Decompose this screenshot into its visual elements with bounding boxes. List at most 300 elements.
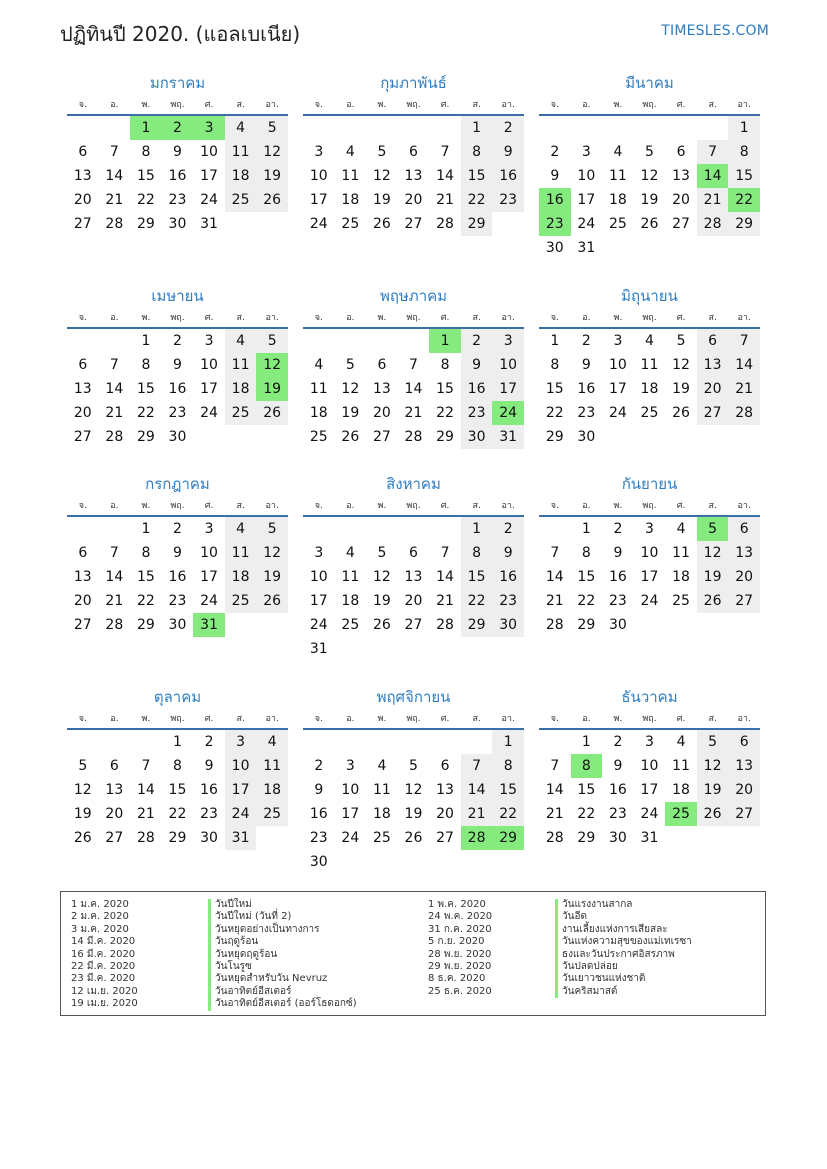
day-cell: 18	[225, 565, 257, 589]
month-name: ธันวาคม	[621, 688, 678, 706]
day-cell: 28	[545, 830, 564, 846]
empty-cell	[634, 116, 666, 140]
weekday-label: อา.	[265, 313, 279, 323]
day-cell: 2	[581, 333, 591, 349]
day-cell: 27	[672, 216, 690, 232]
day-cell: 25	[225, 188, 257, 212]
day-cell: 16	[168, 381, 187, 397]
empty-cell	[571, 116, 603, 140]
day-cell: 7	[109, 357, 119, 373]
day-cell: 23	[492, 589, 524, 613]
weekday-label: ศ.	[440, 501, 450, 511]
day-cell: 21	[105, 405, 124, 421]
day-cell: 24	[640, 593, 659, 609]
day-cell: 10	[608, 357, 627, 373]
empty-cell	[335, 517, 367, 541]
day-grid	[67, 329, 288, 449]
holiday-day-cell: 8	[571, 754, 603, 778]
day-cell: 1	[492, 730, 524, 754]
weekday-label: อา.	[501, 313, 515, 323]
day-cell: 20	[728, 565, 760, 589]
day-cell: 12	[73, 782, 92, 798]
holiday-day-cell: 19	[256, 377, 288, 401]
weekday-label: พฤ.	[170, 501, 185, 511]
day-cell: 19	[256, 164, 288, 188]
weekday-header	[67, 710, 288, 730]
day-cell: 10	[225, 754, 257, 778]
weekday-label: ศ.	[204, 501, 214, 511]
month-7	[67, 471, 288, 637]
day-cell: 28	[697, 212, 729, 236]
day-cell: 27	[436, 830, 454, 846]
day-cell: 10	[200, 545, 218, 561]
day-cell: 14	[545, 782, 564, 798]
legend-holiday-name: ธงและวันประกาศอิสรภาพ	[555, 949, 692, 961]
empty-cell	[67, 730, 99, 754]
day-cell: 10	[309, 168, 328, 184]
day-cell: 24	[341, 830, 360, 846]
empty-cell	[99, 517, 131, 541]
day-cell: 16	[461, 377, 493, 401]
day-cell: 2	[173, 521, 182, 537]
day-cell: 8	[173, 758, 182, 774]
empty-cell	[539, 730, 571, 754]
day-cell: 7	[440, 545, 450, 561]
day-cell: 8	[492, 754, 524, 778]
month-name: กุมภาพันธ์	[380, 74, 447, 92]
weekday-header	[67, 96, 288, 116]
day-cell: 30	[200, 830, 218, 846]
weekday-label: ส.	[708, 313, 717, 323]
weekday-label: จ.	[78, 313, 87, 323]
weekday-label: อา.	[737, 313, 751, 323]
day-cell: 31	[640, 830, 659, 846]
day-cell: 10	[492, 353, 524, 377]
holiday-day-cell: 16	[539, 188, 571, 212]
day-cell: 13	[728, 754, 760, 778]
day-cell: 7	[550, 758, 560, 774]
day-cell: 31	[492, 425, 524, 449]
day-cell: 30	[608, 830, 627, 846]
month-8	[303, 471, 524, 661]
day-cell: 24	[608, 405, 627, 421]
day-cell: 10	[640, 758, 659, 774]
day-cell: 21	[436, 593, 454, 609]
day-cell: 22	[136, 405, 155, 421]
weekday-label: ศ.	[204, 714, 214, 724]
legend-holiday-name: วันหยุดสำหรับวัน Nevruz	[208, 973, 357, 985]
day-cell: 13	[105, 782, 124, 798]
weekday-header	[67, 309, 288, 329]
day-cell: 22	[492, 802, 524, 826]
day-cell: 3	[225, 730, 257, 754]
day-cell: 21	[105, 192, 124, 208]
day-cell: 14	[404, 381, 423, 397]
day-cell: 17	[492, 377, 524, 401]
day-cell: 12	[341, 381, 360, 397]
day-grid	[303, 517, 524, 661]
legend-holiday-name: งานเลี้ยงแห่งการเสียสละ	[555, 924, 692, 936]
day-cell: 30	[608, 617, 627, 633]
day-cell: 11	[640, 357, 659, 373]
day-cell: 27	[73, 216, 92, 232]
weekday-label: อ.	[110, 714, 119, 724]
day-cell: 29	[436, 429, 454, 445]
day-cell: 11	[309, 381, 328, 397]
day-cell: 15	[492, 778, 524, 802]
empty-cell	[461, 730, 493, 754]
day-cell: 9	[173, 357, 182, 373]
legend-date: 1 พ.ค. 2020	[428, 899, 486, 910]
weekday-header	[539, 96, 760, 116]
day-cell: 16	[492, 565, 524, 589]
day-cell: 15	[136, 569, 155, 585]
day-cell: 1	[173, 734, 182, 750]
day-cell: 4	[613, 144, 623, 160]
day-cell: 14	[461, 778, 493, 802]
day-cell: 8	[728, 140, 760, 164]
empty-cell	[398, 116, 430, 140]
holiday-day-cell: 28	[461, 826, 493, 850]
day-cell: 21	[404, 405, 423, 421]
day-cell: 26	[640, 216, 659, 232]
day-cell: 9	[492, 140, 524, 164]
day-cell: 30	[168, 216, 187, 232]
day-cell: 16	[608, 569, 627, 585]
holiday-day-cell: 31	[193, 613, 225, 637]
day-cell: 23	[608, 593, 627, 609]
weekday-label: จ.	[550, 714, 559, 724]
weekday-label: อ.	[582, 501, 591, 511]
day-cell: 24	[200, 593, 218, 609]
day-cell: 8	[141, 545, 151, 561]
day-cell: 5	[676, 333, 686, 349]
weekday-label: อ.	[582, 313, 591, 323]
day-grid	[67, 730, 288, 850]
weekday-label: จ.	[550, 313, 559, 323]
weekday-label: พฤ.	[170, 313, 185, 323]
holiday-day-cell: 24	[492, 401, 524, 425]
day-cell: 23	[608, 806, 627, 822]
day-cell: 21	[105, 593, 124, 609]
month-3	[539, 70, 760, 260]
day-cell: 13	[73, 569, 92, 585]
day-cell: 7	[461, 754, 493, 778]
day-cell: 20	[404, 593, 423, 609]
day-cell: 8	[141, 357, 151, 373]
day-cell: 1	[728, 116, 760, 140]
day-cell: 29	[577, 830, 596, 846]
day-cell: 8	[141, 144, 151, 160]
empty-cell	[398, 730, 430, 754]
day-cell: 11	[672, 758, 690, 774]
day-cell: 24	[200, 192, 218, 208]
legend-holiday-name: วันฤดูร้อน	[208, 936, 357, 948]
weekday-label: พ.	[613, 100, 623, 110]
month-11	[303, 684, 524, 874]
day-cell: 24	[200, 405, 218, 421]
day-cell: 27	[728, 589, 760, 613]
day-cell: 12	[672, 357, 690, 373]
weekday-label: จ.	[314, 313, 323, 323]
day-cell: 6	[78, 144, 88, 160]
day-cell: 7	[728, 329, 760, 353]
month-name: ตุลาคม	[153, 688, 202, 706]
day-cell: 25	[225, 401, 257, 425]
day-cell: 17	[577, 192, 596, 208]
month-5	[303, 283, 524, 449]
day-cell: 4	[345, 545, 355, 561]
day-cell: 20	[404, 192, 423, 208]
day-cell: 5	[377, 545, 387, 561]
legend-holiday-name: วันอาทิตย์อีสเตอร์ (ออร์โธดอกซ์)	[208, 998, 357, 1010]
day-cell: 27	[404, 216, 423, 232]
legend-holiday-name: วันอาทิตย์อีสเตอร์	[208, 986, 357, 998]
legend-date: 2 ม.ค. 2020	[71, 911, 129, 923]
day-cell: 17	[200, 381, 218, 397]
day-cell: 13	[728, 541, 760, 565]
day-grid	[539, 116, 760, 260]
day-cell: 21	[545, 806, 564, 822]
day-cell: 13	[73, 168, 92, 184]
legend-holiday-name: วันคริสมาสต์	[555, 986, 692, 998]
day-cell: 18	[225, 164, 257, 188]
weekday-label: พ.	[377, 501, 387, 511]
day-cell: 2	[204, 734, 214, 750]
weekday-label: อ.	[346, 714, 355, 724]
weekday-label: พ.	[141, 714, 151, 724]
day-cell: 18	[309, 405, 328, 421]
day-cell: 22	[577, 806, 596, 822]
weekday-label: อ.	[346, 501, 355, 511]
day-cell: 26	[256, 188, 288, 212]
day-cell: 29	[461, 613, 493, 637]
day-cell: 18	[672, 782, 690, 798]
day-cell: 11	[372, 782, 391, 798]
day-cell: 14	[545, 569, 564, 585]
day-cell: 28	[105, 429, 124, 445]
day-cell: 19	[372, 593, 391, 609]
month-name: กรกฎาคม	[145, 475, 210, 493]
day-cell: 26	[697, 589, 729, 613]
day-cell: 4	[645, 333, 654, 349]
month-2	[303, 70, 524, 236]
day-cell: 7	[409, 357, 418, 373]
legend-date: 3 ม.ค. 2020	[71, 923, 129, 935]
holiday-day-cell: 23	[539, 212, 571, 236]
day-cell: 5	[256, 329, 288, 353]
day-cell: 21	[136, 806, 155, 822]
holiday-day-cell: 25	[665, 802, 697, 826]
weekday-label: พฤ.	[642, 313, 657, 323]
empty-cell	[602, 116, 634, 140]
weekday-label: พฤ.	[170, 714, 185, 724]
weekday-header	[303, 710, 524, 730]
legend-left-names	[208, 899, 357, 1011]
empty-cell	[429, 116, 461, 140]
legend-date: 22 มี.ค. 2020	[71, 960, 136, 972]
day-cell: 11	[608, 168, 627, 184]
legend-holiday-name: วันเยาวชนแห่งชาติ	[555, 973, 692, 985]
day-cell: 29	[545, 429, 564, 445]
day-cell: 25	[225, 589, 257, 613]
month-name: พฤษภาคม	[379, 287, 448, 305]
weekday-header	[539, 710, 760, 730]
day-cell: 13	[672, 168, 690, 184]
day-cell: 17	[640, 782, 659, 798]
day-cell: 24	[309, 617, 328, 633]
day-cell: 3	[204, 333, 214, 349]
day-cell: 29	[168, 830, 187, 846]
legend-date: 5 ก.ย. 2020	[428, 936, 485, 948]
day-cell: 25	[608, 216, 627, 232]
legend-holiday-name: วันแรงงานสากล	[555, 899, 692, 911]
day-cell: 30	[168, 617, 187, 633]
day-cell: 18	[672, 569, 690, 585]
day-cell: 12	[256, 140, 288, 164]
day-cell: 8	[550, 357, 560, 373]
legend-holiday-name: วันหยุดฤดูร้อน	[208, 949, 357, 961]
day-cell: 7	[109, 144, 119, 160]
day-cell: 28	[436, 216, 454, 232]
brand-link[interactable]: TIMESLES.COM	[661, 23, 769, 39]
day-cell: 3	[314, 545, 324, 561]
month-4	[67, 283, 288, 449]
weekday-label: พฤ.	[406, 100, 421, 110]
day-cell: 25	[372, 830, 391, 846]
weekday-label: อ.	[346, 100, 355, 110]
day-cell: 17	[309, 593, 328, 609]
month-name: เมษายน	[151, 287, 204, 305]
weekday-label: อา.	[501, 714, 515, 724]
day-cell: 14	[136, 782, 155, 798]
day-cell: 19	[640, 192, 659, 208]
weekday-label: ส.	[472, 501, 481, 511]
day-cell: 15	[577, 782, 596, 798]
day-cell: 20	[73, 593, 92, 609]
day-cell: 20	[728, 778, 760, 802]
day-cell: 3	[345, 758, 355, 774]
day-cell: 3	[204, 521, 214, 537]
day-cell: 6	[440, 758, 450, 774]
weekday-label: ส.	[708, 501, 717, 511]
day-cell: 28	[404, 429, 423, 445]
day-cell: 21	[697, 188, 729, 212]
day-cell: 16	[200, 782, 218, 798]
day-cell: 31	[309, 641, 328, 657]
weekday-label: อา.	[265, 100, 279, 110]
day-cell: 5	[345, 357, 355, 373]
day-cell: 30	[545, 240, 564, 256]
empty-cell	[429, 730, 461, 754]
day-cell: 5	[256, 116, 288, 140]
day-cell: 9	[613, 545, 623, 561]
day-cell: 20	[697, 377, 729, 401]
day-cell: 20	[372, 405, 391, 421]
day-cell: 14	[436, 168, 454, 184]
weekday-header	[539, 309, 760, 329]
day-cell: 22	[545, 405, 564, 421]
weekday-label: อ.	[346, 313, 355, 323]
day-cell: 19	[256, 565, 288, 589]
day-cell: 28	[105, 216, 124, 232]
day-cell: 19	[73, 806, 92, 822]
legend-date: 31 ก.ค. 2020	[428, 923, 492, 935]
holiday-day-cell: 5	[697, 517, 729, 541]
weekday-label: จ.	[550, 100, 559, 110]
weekday-label: ส.	[236, 714, 245, 724]
legend-left-dates	[71, 899, 138, 1011]
empty-cell	[303, 116, 335, 140]
weekday-label: ส.	[708, 100, 717, 110]
day-cell: 25	[672, 593, 690, 609]
legend-holiday-name: วันแห่งความสุขของแม่เทเรซา	[555, 936, 692, 948]
day-grid	[303, 116, 524, 236]
empty-cell	[697, 116, 729, 140]
day-grid	[67, 517, 288, 637]
weekday-label: ศ.	[440, 100, 450, 110]
weekday-label: อา.	[501, 100, 515, 110]
day-cell: 7	[109, 545, 119, 561]
weekday-label: พ.	[141, 501, 151, 511]
day-cell: 3	[645, 734, 654, 750]
day-cell: 11	[225, 140, 257, 164]
day-cell: 13	[404, 168, 423, 184]
day-cell: 3	[645, 521, 654, 537]
day-cell: 23	[168, 593, 187, 609]
day-cell: 27	[105, 830, 124, 846]
month-name: กันยายน	[621, 475, 678, 493]
day-cell: 17	[309, 192, 328, 208]
day-cell: 1	[581, 734, 591, 750]
day-cell: 20	[105, 806, 124, 822]
day-cell: 3	[581, 144, 591, 160]
weekday-label: ส.	[236, 501, 245, 511]
day-cell: 5	[697, 730, 729, 754]
day-cell: 17	[640, 569, 659, 585]
day-cell: 5	[256, 517, 288, 541]
weekday-label: อา.	[265, 501, 279, 511]
day-cell: 11	[225, 541, 257, 565]
day-cell: 9	[461, 353, 493, 377]
empty-cell	[303, 517, 335, 541]
day-cell: 27	[697, 401, 729, 425]
weekday-label: จ.	[78, 714, 87, 724]
legend-right-dates	[428, 899, 492, 998]
day-cell: 1	[141, 333, 151, 349]
empty-cell	[67, 329, 99, 353]
empty-cell	[130, 730, 162, 754]
legend-holiday-name: วันปีใหม่ (วันที่ 2)	[208, 911, 357, 923]
weekday-label: ส.	[236, 100, 245, 110]
month-name: พฤศจิกายน	[376, 688, 451, 706]
day-cell: 21	[545, 593, 564, 609]
page-title: ปฏิทินปี 2020. (แอลเบเนีย)	[60, 22, 301, 46]
day-cell: 22	[461, 589, 493, 613]
legend-date: 16 มี.ค. 2020	[71, 948, 136, 960]
day-cell: 13	[73, 381, 92, 397]
day-cell: 15	[436, 381, 454, 397]
day-cell: 5	[377, 144, 387, 160]
day-cell: 18	[341, 593, 360, 609]
legend-date: 1 ม.ค. 2020	[71, 899, 129, 910]
legend-date: 14 มี.ค. 2020	[71, 936, 136, 948]
day-cell: 20	[436, 806, 454, 822]
day-cell: 2	[613, 734, 623, 750]
weekday-header	[303, 497, 524, 517]
day-cell: 6	[409, 144, 418, 160]
day-cell: 12	[256, 541, 288, 565]
